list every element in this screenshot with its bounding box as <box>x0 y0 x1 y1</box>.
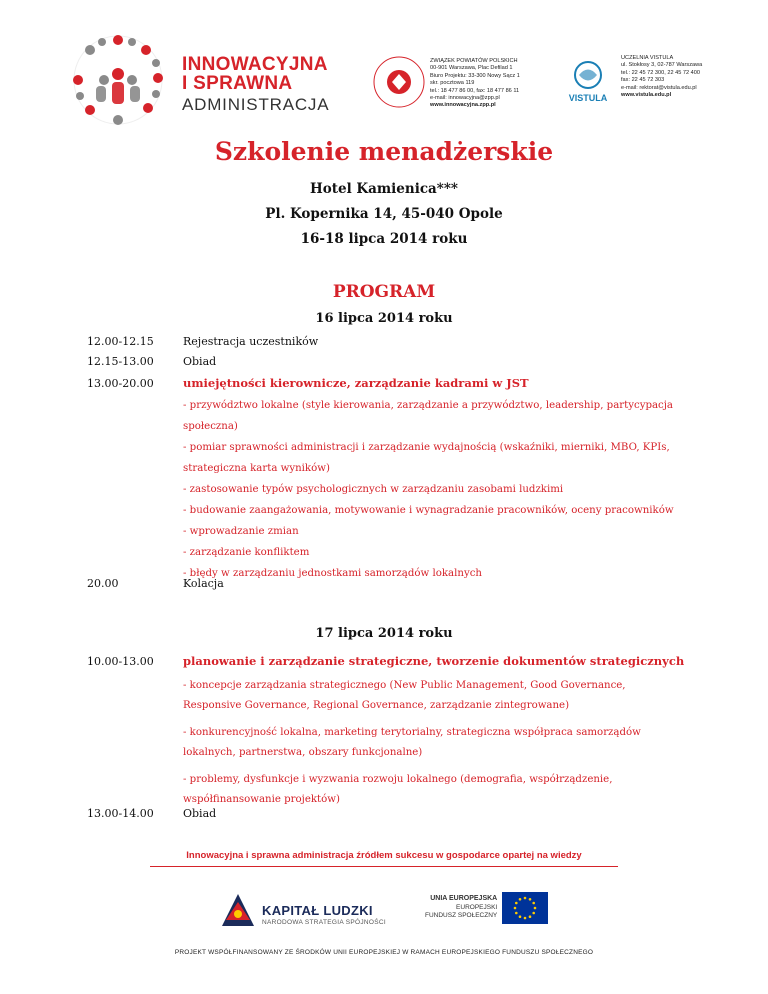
vistula-name: VISTULA <box>568 93 608 103</box>
zpp-address-line: tel.: 18 477 86 00, fax: 18 477 86 11 <box>430 87 520 94</box>
session-details <box>183 676 703 810</box>
eu-flag-icon <box>502 892 548 924</box>
eu-line: EUROPEJSKI <box>456 903 498 911</box>
detail-line: - błędy w zarządzaniu jednostkami samorządów lokalnych <box>183 568 482 579</box>
agenda-item: Kolacja <box>183 577 224 590</box>
detail-line: - budowanie zaangażowania, motywowanie i wynagradzanie pracowników, oceny pracowników <box>183 505 674 516</box>
eu-line: FUNDUSZ SPOŁECZNY <box>425 912 498 919</box>
time-cell: 10.00-13.00 <box>87 655 154 668</box>
vistula-address-line: ul. Stokłosy 3, 02-787 Warszawa <box>621 62 703 69</box>
zpp-address-line: skr. pocztowa 119 <box>430 80 475 87</box>
vistula-address-line: fax: 22 45 72 303 <box>621 77 665 84</box>
vistula-address-line: UCZELNIA VISTULA <box>621 55 674 61</box>
day2-date: 17 lipca 2014 roku <box>315 626 453 641</box>
eu-text <box>425 895 497 921</box>
kapital-ludzki-text <box>262 903 386 926</box>
venue: Hotel Kamienica*** <box>310 181 458 197</box>
zpp-address-line: e-mail: innowacyjna@zpp.pl <box>430 95 500 102</box>
event-dates: 16-18 lipca 2014 roku <box>300 231 468 247</box>
detail-line: współfinansowanie projektów) <box>183 794 340 805</box>
footer-divider <box>150 866 618 867</box>
detail-line: społeczna) <box>183 421 238 432</box>
kl-title: KAPITAŁ LUDZKI <box>262 903 373 918</box>
program-heading: PROGRAM <box>332 282 436 302</box>
day1-date: 16 lipca 2014 roku <box>315 311 453 326</box>
vistula-address-line: www.vistula.edu.pl <box>621 92 672 99</box>
detail-line: - zastosowanie typów psychologicznych w zarządzaniu zasobami ludzkimi <box>183 484 564 495</box>
detail-line: - przywództwo lokalne (style kierowania, zarządzanie a przywództwo, leadership, partycypacja <box>183 400 673 411</box>
time-cell: 12.00-12.15 <box>87 335 154 348</box>
agenda-item: Rejestracja uczestników <box>183 335 319 348</box>
zpp-address-line: Biuro Projektu: 33-300 Nowy Sącz 1 <box>430 72 520 79</box>
zpp-address-line: 00-901 Warszawa, Plac Defilad 1 <box>430 65 513 72</box>
detail-line: - koncepcje zarządzania strategicznego (New Public Management, Good Governance, <box>183 680 626 691</box>
zpp-address-line: www.innowacyjna.zpp.pl <box>430 102 496 109</box>
cofinancing-note: PROJEKT WSPÓŁFINANSOWANY ZE ŚRODKÓW UNII EUROPEJSKIEJ W RAMACH EUROPEJSKIEGO FUNDUSZU SPOŁECZNEGO <box>174 949 594 956</box>
people-ring-logo <box>68 30 168 130</box>
vistula-address <box>621 55 702 99</box>
vistula-logo <box>566 58 610 104</box>
brand-line-3: ADMINISTRACJA <box>182 94 330 114</box>
time-cell: 12.15-13.00 <box>87 355 154 368</box>
detail-line: - zarządzanie konfliktem <box>183 547 310 558</box>
detail-line: lokalnych, partnerstwa, obszary funkcjonalne) <box>183 747 423 758</box>
detail-line: - wprowadzanie zmian <box>183 526 299 537</box>
brand-line-2: I SPRAWNA <box>182 73 293 95</box>
eu-line: UNIA EUROPEJSKA <box>430 895 498 902</box>
agenda-item: Obiad <box>183 807 217 820</box>
time-cell: 13.00-14.00 <box>87 807 154 820</box>
time-cell: 13.00-20.00 <box>87 377 154 390</box>
zpp-address-line: ZWIĄZEK POWIATÓW POLSKICH <box>430 58 518 64</box>
kl-subtitle: NARODOWA STRATEGIA SPÓJNOŚCI <box>262 919 386 926</box>
session-title: umiejętności kierownicze, zarządzanie kadrami w JST <box>183 376 529 390</box>
zpp-address <box>430 58 520 110</box>
venue-address: Pl. Kopernika 14, 45-040 Opole <box>265 206 503 222</box>
detail-line: Responsive Governance, Regional Governance, zarządzanie zintegrowane) <box>183 700 570 711</box>
time-cell: 20.00 <box>87 577 119 590</box>
vistula-address-line: e-mail: rektorat@vistula.edu.pl <box>621 84 697 91</box>
project-brand <box>182 55 329 113</box>
session-title: planowanie i zarządzanie strategiczne, tworzenie dokumentów strategicznych <box>183 654 685 668</box>
session-details <box>183 395 703 584</box>
brand-line-1: INNOWACYJNA <box>182 54 328 75</box>
detail-line: - konkurencyjność lokalna, marketing terytorialny, strategiczna współpraca samorządów <box>183 727 641 738</box>
footer-slogan: Innowacyjna i sprawna administracja źródłem sukcesu w gospodarce opartej na wiedzy <box>186 850 582 861</box>
zpp-seal-logo <box>372 55 426 109</box>
vistula-address-line: tel.: 22 45 72 300, 22 45 72 400 <box>621 69 701 76</box>
detail-line: - problemy, dysfunkcje i wyzwania rozwoju lokalnego (demografia, współrządzenie, <box>183 774 613 785</box>
detail-line: - pomiar sprawności administracji i zarządzanie wydajnością (wskaźniki, mierniki, MBO, KPIs, <box>183 442 670 453</box>
kapital-ludzki-logo <box>218 890 258 930</box>
page-title: Szkolenie menadżerskie <box>214 137 554 166</box>
agenda-item: Obiad <box>183 355 217 368</box>
detail-line: strategiczna karta wyników) <box>183 463 330 474</box>
